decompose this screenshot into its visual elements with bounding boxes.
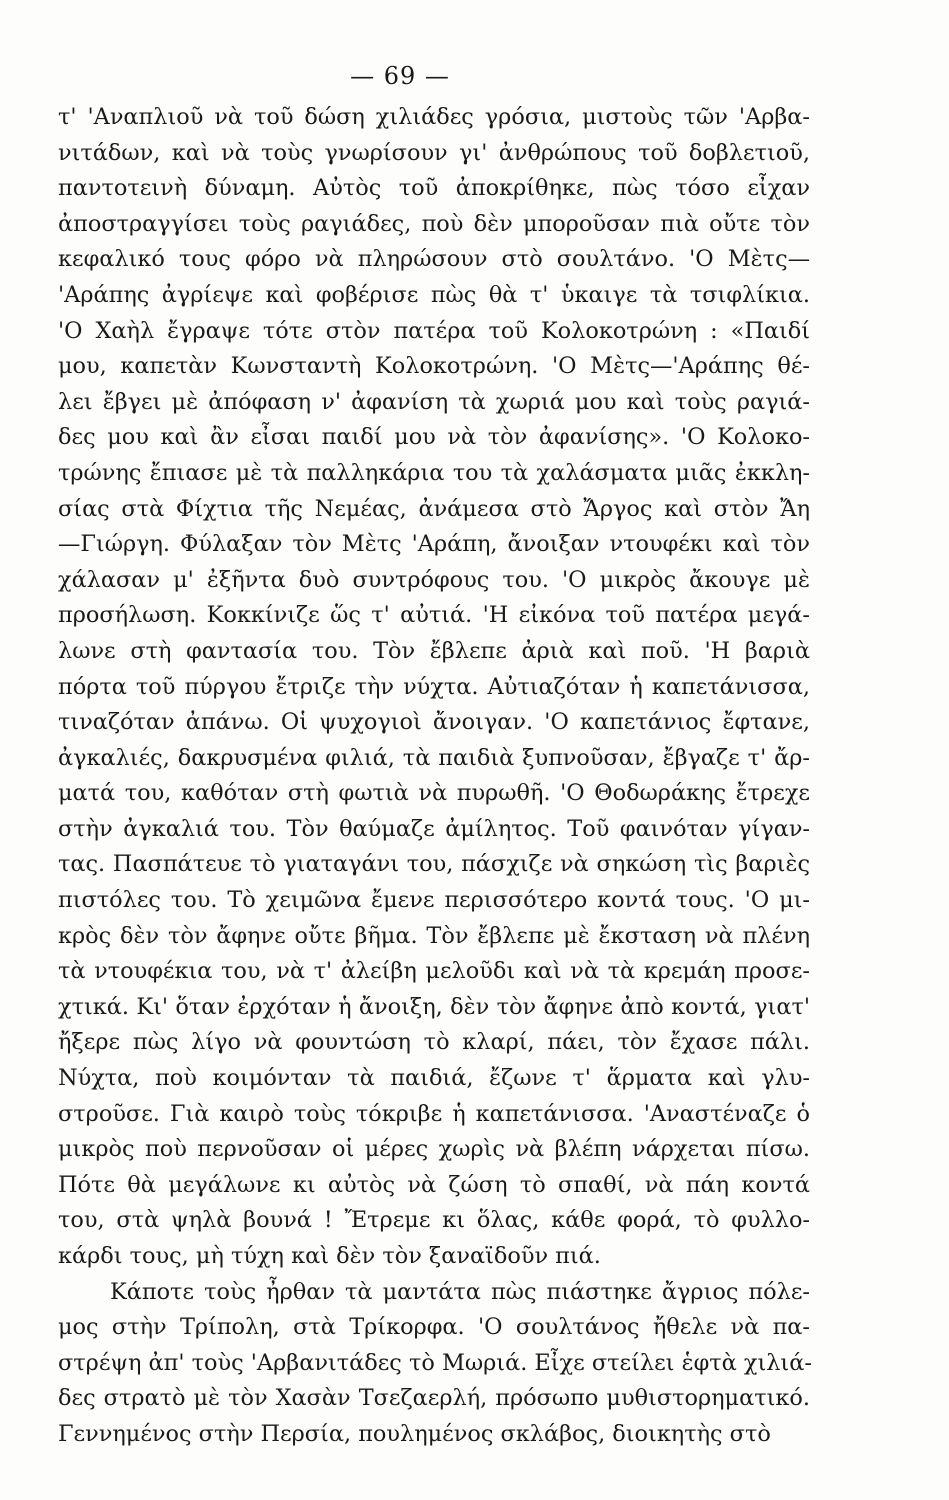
text-line: κρὸς δὲν τὸν ἄφηνε οὔτε βῆμα. Τὸν ἔβλεπε μὲ ἔκσταση νὰ πλένη	[58, 922, 810, 949]
text-line: μου, καπετὰν Κωνσταντὴ Κολοκοτρώνη. 'Ο Μὲτς—'Αράπης θέ-	[58, 353, 810, 380]
text-line: τρώνης ἔπιασε μὲ τὰ παλληκάρια του τὰ χαλάσματα μιᾶς ἐκκλη-	[58, 459, 810, 486]
text-line: κάρδι τους, μὴ τύχη καὶ δὲν τὸν ξαναϊδοῦν πιά.	[58, 1243, 601, 1269]
text-line: χτικά. Κι' ὅταν ἐρχόταν ἡ ἄνοιξη, δὲν τὸν ἄφηνε ἀπὸ κοντά, γιατ'	[58, 993, 810, 1020]
text-line: μος στὴν Τρίπολη, στὰ Τρίκορφα. 'Ο σουλτάνος ἤθελε νὰ πα-	[58, 1314, 810, 1341]
text-line: στὴν ἀγκαλιά του. Τὸν θαύμαζε ἀμίλητος. Τοῦ φαινόταν γίγαν-	[58, 815, 810, 842]
text-line: τὰ ντουφέκια του, νὰ τ' ἀλείβη μελοῦδι καὶ νὰ τὰ κρεμάη προσε-	[58, 958, 810, 985]
page-number: — 69 —	[350, 62, 450, 90]
text-line: λωνε στὴ φαντασία του. Τὸν ἔβλεπε ἀριὰ καὶ ποῦ. 'Η βαριὰ	[58, 637, 810, 664]
text-line: τας. Πασπάτευε τὸ γιαταγάνι του, πάσχιζε νὰ σηκώση τὶς βαριὲς	[58, 851, 810, 878]
text-line: 'Ο Χαὴλ ἔγραψε τότε στὸν πατέρα τοῦ Κολοκοτρώνη : «Παιδί	[58, 317, 810, 344]
text-line: λει ἔβγει μὲ ἀπόφαση ν' ἀφανίση τὰ χωριά μου καὶ τοὺς ραγιά-	[58, 388, 810, 415]
paragraph-2	[58, 1275, 810, 1453]
text-line: ἀποστραγγίσει τοὺς ραγιάδες, ποὺ δὲν μποροῦσαν πιὰ οὔτε τὸν	[58, 210, 810, 237]
text-line: ματά του, καθόταν στὴ φωτιὰ νὰ πυρωθῆ. 'Ο Θοδωράκης ἔτρεχε	[58, 780, 810, 807]
text-line: δες μου καὶ ἂν εἶσαι παιδί μου νὰ τὸν ἀφανίσης». 'Ο Κολοκο-	[58, 424, 810, 451]
text-line: Γεννημένος στὴν Περσία, πουλημένος σκλάβος, διοικητὴς στὸ	[58, 1420, 771, 1447]
text-line: σίας στὰ Φίχτια τῆς Νεμέας, ἀνάμεσα στὸ Ἄργος καὶ στὸν Ἄη	[58, 495, 810, 522]
text-line: νιτάδων, καὶ νὰ τοὺς γνωρίσουν γι' ἀνθρώπους τοῦ δοβλετιοῦ,	[58, 139, 810, 166]
text-line: τιναζόταν ἀπάνω. Οἱ ψυχογιοὶ ἄνοιγαν. 'Ο καπετάνιος ἔφτανε,	[58, 709, 810, 736]
text-line: του, στὰ ψηλὰ βουνά ! Ἔτρεμε κι ὅλας, κάθε φορά, τὸ φυλλο-	[58, 1207, 810, 1234]
text-line: πιστόλες του. Τὸ χειμῶνα ἔμενε περισσότερο κοντά τους. 'Ο μι-	[58, 887, 810, 914]
text-line: Νύχτα, ποὺ κοιμόνταν τὰ παιδιά, ἔζωνε τ' ἅρματα καὶ γλυ-	[58, 1065, 810, 1092]
text-line: ἀγκαλιές, δακρυσμένα φιλιά, τὰ παιδιὰ ξυπνοῦσαν, ἔβγαζε τ' ἄρ-	[58, 744, 810, 771]
text-line: προσήλωση. Κοκκίνιζε ὥς τ' αὐτιά. 'Η εἰκόνα τοῦ πατέρα μεγά-	[58, 602, 810, 629]
text-line: Πότε θὰ μεγάλωνε κι αὐτὸς νὰ ζώση τὸ σπαθί, νὰ πάη κοντά	[58, 1171, 810, 1198]
text-line: παντοτεινὴ δύναμη. Αὐτὸς τοῦ ἀποκρίθηκε, πὼς τόσο εἶχαν	[58, 175, 810, 202]
text-line: τ' 'Αναπλιοῦ νὰ τοῦ δώση χιλιάδες γρόσια, μιστοὺς τῶν 'Αρβα-	[58, 104, 810, 130]
text-line: Κάποτε τοὺς ἦρθαν τὰ μαντάτα πὼς πιάστηκε ἄγριος πόλε-	[110, 1278, 810, 1305]
paragraph-1	[58, 100, 810, 1275]
text-line: δες στρατὸ μὲ τὸν Χασὰν Τσεζαερλή, πρόσωπο μυθιστορηματικό.	[58, 1385, 810, 1412]
body-text	[58, 100, 810, 1453]
text-line: χάλασαν μ' ἐξῆντα δυὸ συντρόφους του. 'Ο μικρὸς ἄκουγε μὲ	[58, 566, 810, 593]
text-line: στρέψη ἀπ' τοὺς 'Αρβανιτάδες τὸ Μωριά. Εἶχε στείλει ἑφτὰ χιλιά-	[58, 1349, 812, 1376]
text-line: μικρὸς ποὺ περνοῦσαν οἱ μέρες χωρὶς νὰ βλέπη νάρχεται πίσω.	[58, 1136, 810, 1163]
text-line: —Γιώργη. Φύλαξαν τὸν Μὲτς 'Αράπη, ἄνοιξαν ντουφέκι καὶ τὸν	[58, 531, 810, 558]
text-line: στροῦσε. Γιὰ καιρὸ τοὺς τόκριβε ἡ καπετάνισσα. 'Αναστέναζε ὁ	[58, 1100, 810, 1127]
text-line: 'Αράπης ἀγρίεψε καὶ φοβέρισε πὼς θὰ τ' ὑκαιγε τὰ τσιφλίκια.	[58, 281, 810, 308]
text-line: κεφαλικό τους φόρο νὰ πληρώσουν στὸ σουλτάνο. 'Ο Μὲτς—	[58, 246, 810, 273]
text-line: ἤξερε πὼς λίγο νὰ φουντώση τὸ κλαρί, πάει, τὸν ἔχασε πάλι.	[58, 1029, 810, 1056]
text-line: πόρτα τοῦ πύργου ἔτριζε τὴν νύχτα. Αὐτιαζόταν ἡ καπετάνισσα,	[58, 673, 810, 700]
